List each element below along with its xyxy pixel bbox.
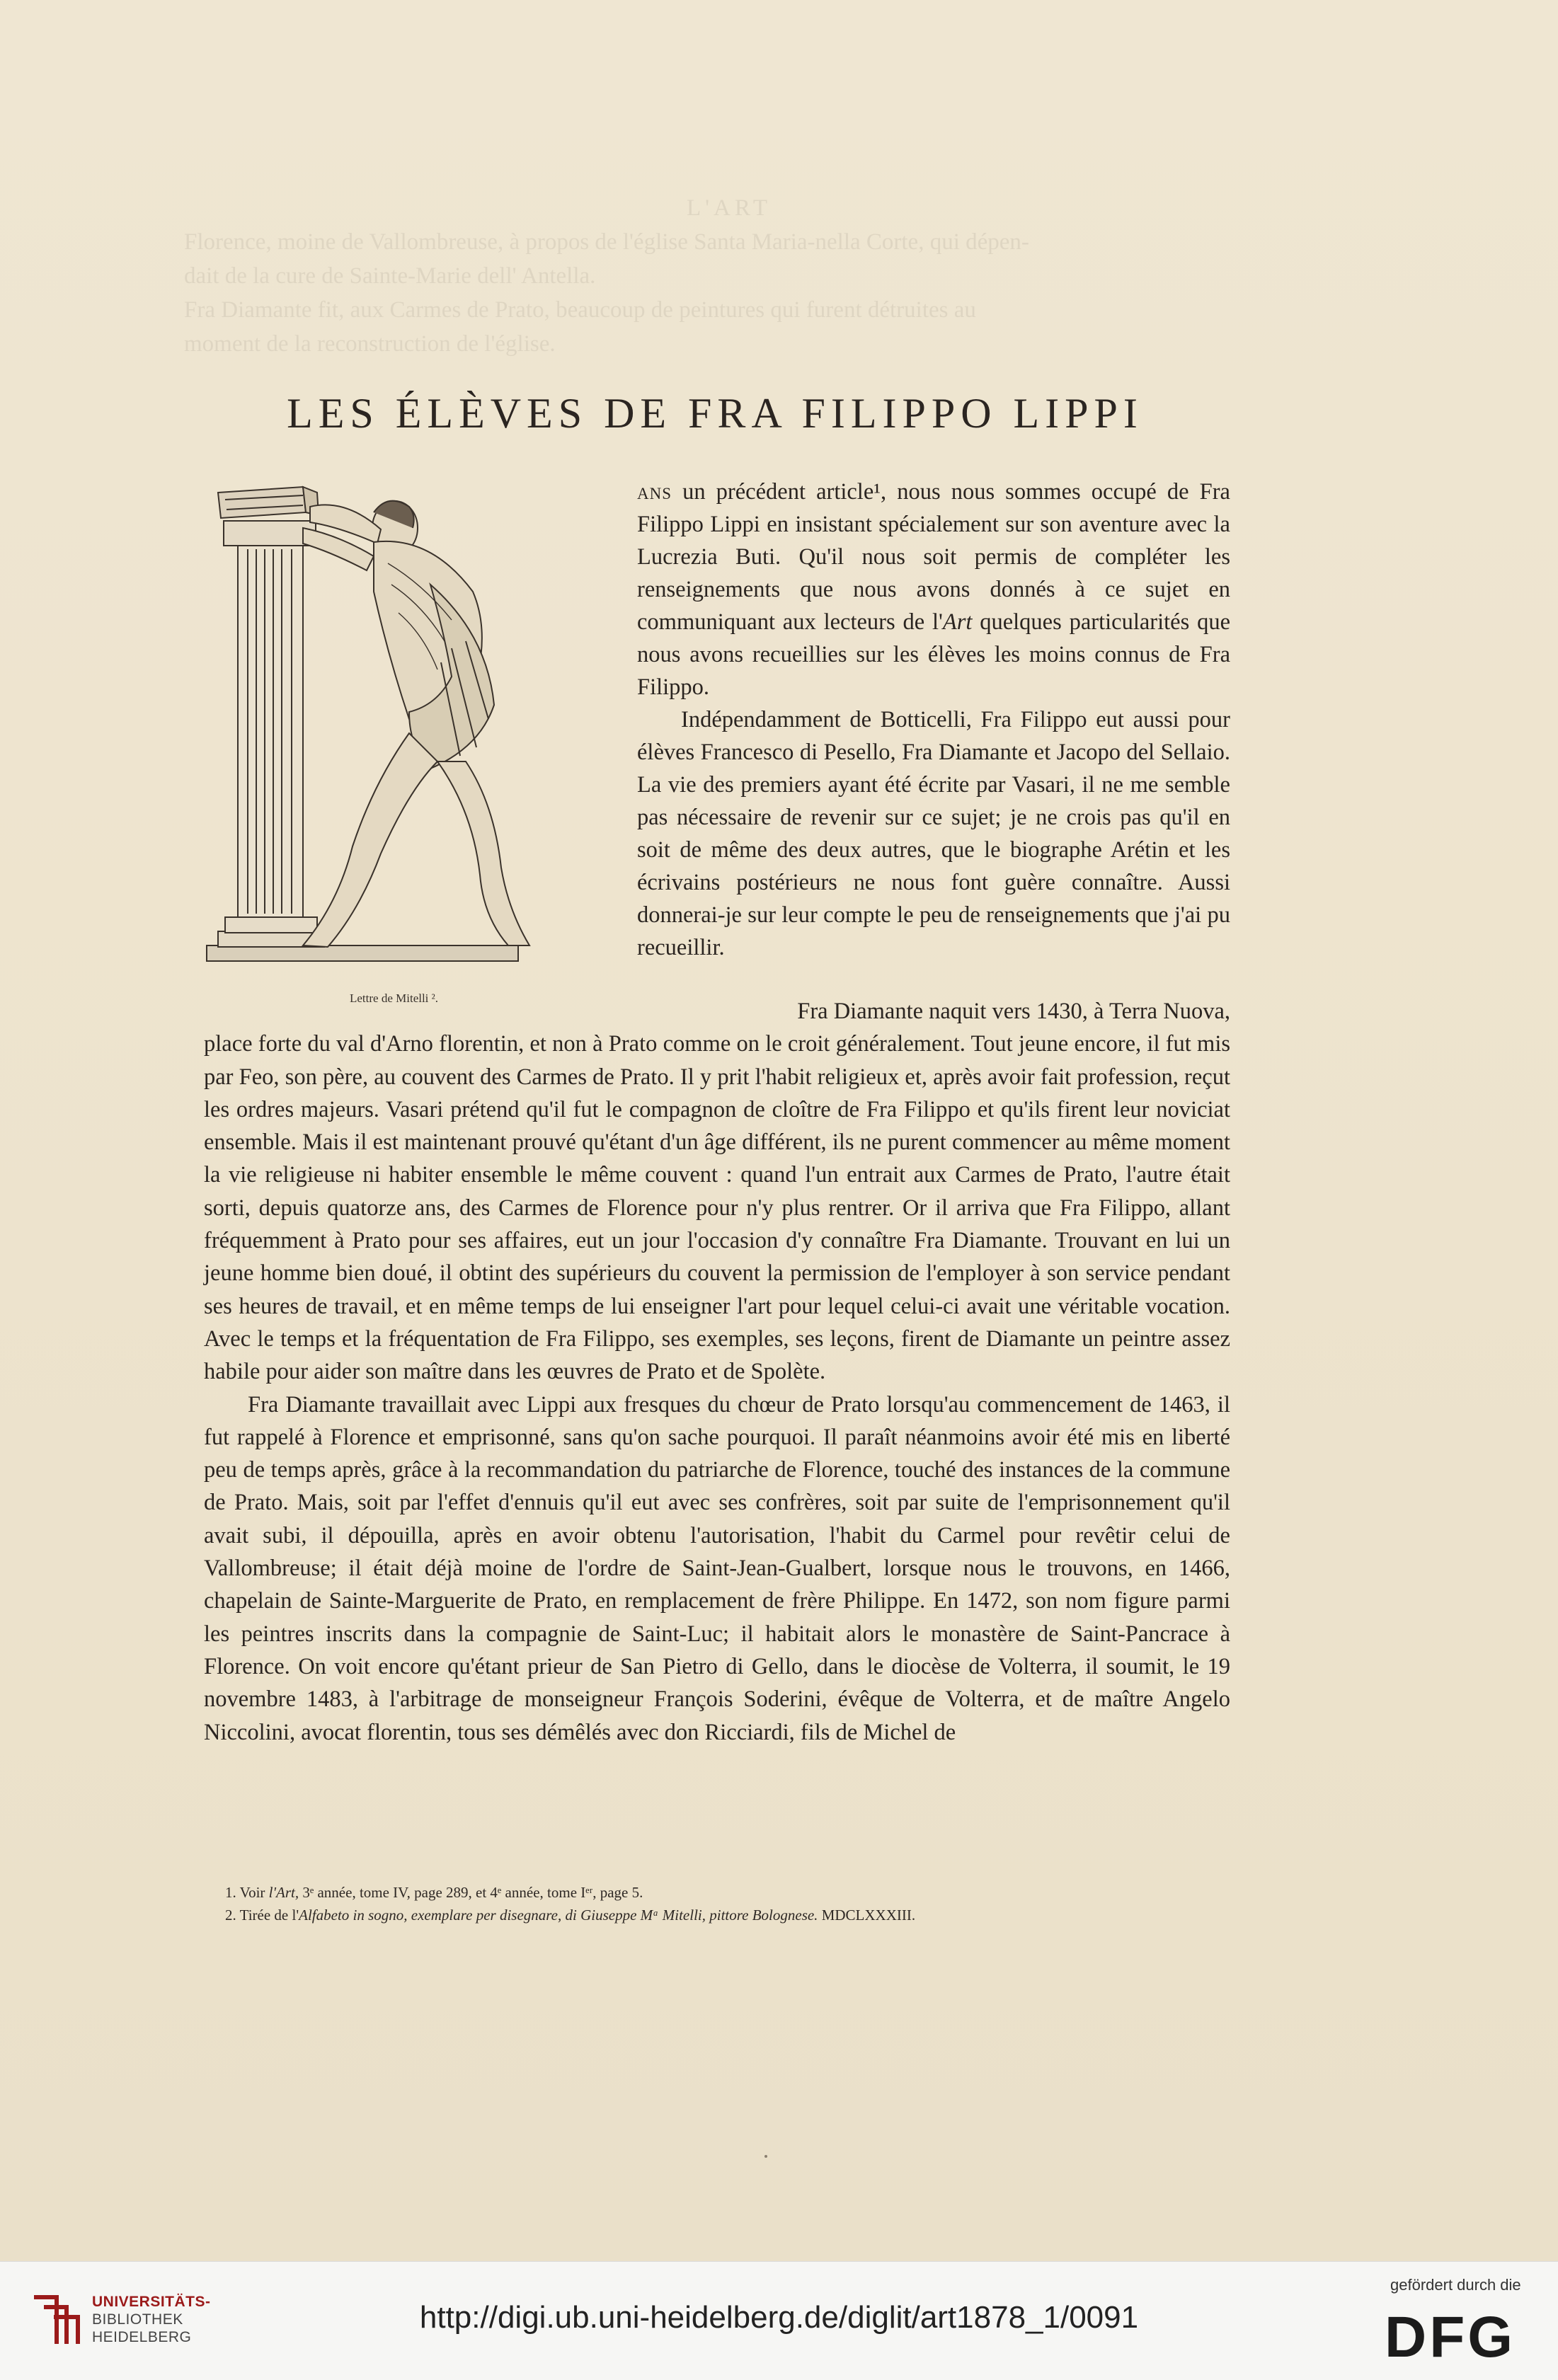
footnote-1: 1. Voir l'Art, 3ᵉ année, tome IV, page 289, et 4ᵉ année, tome Iᵉʳ, page 5. [225,1884,643,1901]
show-through-title: L'ART [686,195,772,221]
dropcap-continuation: ans [637,479,672,505]
journal-name: Art [942,609,973,635]
show-through-line: dait de la cure de Sainte-Marie dell' Antella. [184,263,596,289]
library-name: UNIVERSITÄTS- BIBLIOTHEK HEIDELBERG [92,2294,211,2345]
paragraph: Indépendamment de Botticelli, Fra Filippo eut aussi pour élèves Francesco di Pesello, Fra Diamante et Jacopo del Sellaio. La vie des premiers ayant été écrite par Vasari, il ne me semble pas nécessaire de revenir sur ce sujet; je ne crois pas qu'il en soit de même des deux autres, que le biographe Arétin et les écrivains postérieurs ne nous font guère connaître. Aussi donnerai-je sur leur compte le peu de renseignements que j'ai pu recueillir. [637,707,1230,960]
permalink-url[interactable]: http://digi.ub.uni-heidelberg.de/diglit/art1878_1/0091 [419,2300,1139,2335]
show-through-line: moment de la reconstruction de l'église. [184,331,556,357]
text-run: un précédent article¹, nous nous sommes occupé de Fra Filippo Lippi en insistant spécialement sur son aventure avec la Lucrezia Buti. Qu'il nous soit permis de compléter les renseignements que nous avons donnés à ce sujet en communiquant aux lecteurs de l' [637,479,1230,635]
show-through-line: Florence, moine de Vallombreuse, à propos de l'église Santa Maria-nella Corte, qui dépen- [184,229,1029,255]
show-through-line: Fra Diamante fit, aux Carmes de Prato, beaucoup de peintures qui furent détruites au [184,297,976,323]
speck [764,2155,767,2158]
dfg-logo: DFG [1385,2305,1516,2369]
footnotes [225,1881,1145,1926]
paragraph [637,476,1230,703]
dropcap-d-illustration [197,478,607,988]
paragraph-lead-line: Fra Diamante naquit vers 1430, à Terra Nuova, [797,999,1230,1024]
show-through-text [184,191,1274,361]
body-text-block [204,995,1230,1749]
paragraph: Fra Diamante travaillait avec Lippi aux fresques du chœur de Prato lorsqu'au commencement de 1463, il fut rappelé à Florence et emprisonné, sans qu'on sache pourquoi. Il paraît néanmoins avoir été mis en liberté peu de temps après, grâce à la recommandation du patriarche de Florence, touché des instances de la commune de Prato. Mais, soit par l'effet d'ennuis qu'il eut avec ses confrères, soit par suite de l'emprisonnement qu'il avait subi, il dépouilla, après en avoir obtenu l'autorisation, l'habit du Carmel pour revêtir celui de Vallombreuse; il était déjà moine de l'ordre de Saint-Jean-Gualbert, lorsque nous le trouvons, en 1466, chapelain de Sainte-Marguerite de Prato, en remplacement de frère Philippe. En 1472, son nom figure parmi les peintres inscrits dans la compagnie de Saint-Luc; il habitait alors le monastère de Saint-Pancrace à Florence. On voit encore qu'étant prieur de San Pietro di Gello, dans le diocèse de Volterra, il soumit, le 19 novembre 1483, à l'arbitrage de monseigneur François Soderini, évêque de Volterra, et de maître Angelo Niccolini, avocat florentin, tous ses démêlés avec don Ricciardi, fils de Michel de [204,1391,1230,1745]
paragraph [204,995,1230,1389]
illustration-caption: Lettre de Mitelli ². [350,991,439,1005]
footnote-2: 2. Tirée de l'Alfabeto in sogno, exemplare per disegnare, di Giuseppe Mᵃ Mitelli, pittore Bolognese. MDCLXXXIII. [225,1907,916,1924]
text-run: quelques particularités que nous avons recueillies sur les élèves les moins connus de Fra Filippo. [637,609,1230,700]
article-title: LES ÉLÈVES DE FRA FILIPPO LIPPI [287,390,1143,437]
sponsor-label: gefördert durch die [1390,2276,1521,2294]
intro-text-block [637,476,1230,964]
text-run: place forte du val d'Arno florentin, et non à Prato comme on le croit généralement. Tout jeune encore, il fut mis par Feo, son père, au couvent des Carmes de Prato. Il y prit l'habit religieux et, après avoir fait profession, reçut les ordres majeurs. Vasari prétend qu'il fut le compagnon de cloître de Fra Filippo et qu'ils firent leur noviciat ensemble. Mais il est maintenant prouvé qu'étant d'un âge différent, ils ne purent commencer au même moment la vie religieuse ni habiter ensemble le même couvent : quand l'un entrait aux Carmes de Prato, l'autre était sorti, depuis quatorze ans, des Carmes de Florence pour n'y plus rentrer. Or il arriva que Fra Filippo, allant fréquemment à Prato pour ses affaires, eut un jour l'occasion d'y connaître Fra Diamante. Trouvant en lui un jeune homme bien doué, il obtint des supérieurs du couvent la permission de l'employer à son service pendant ses heures de travail, et en même temps de lui enseigner l'art pour lequel celui-ci avait une véritable vocation. Avec le temps et la fréquentation de Fra Filippo, ses exemples, ses leçons, firent de Diamante un peintre assez habile pour aider son maître dans les œuvres de Prato et de Spolète. [204,1031,1230,1385]
